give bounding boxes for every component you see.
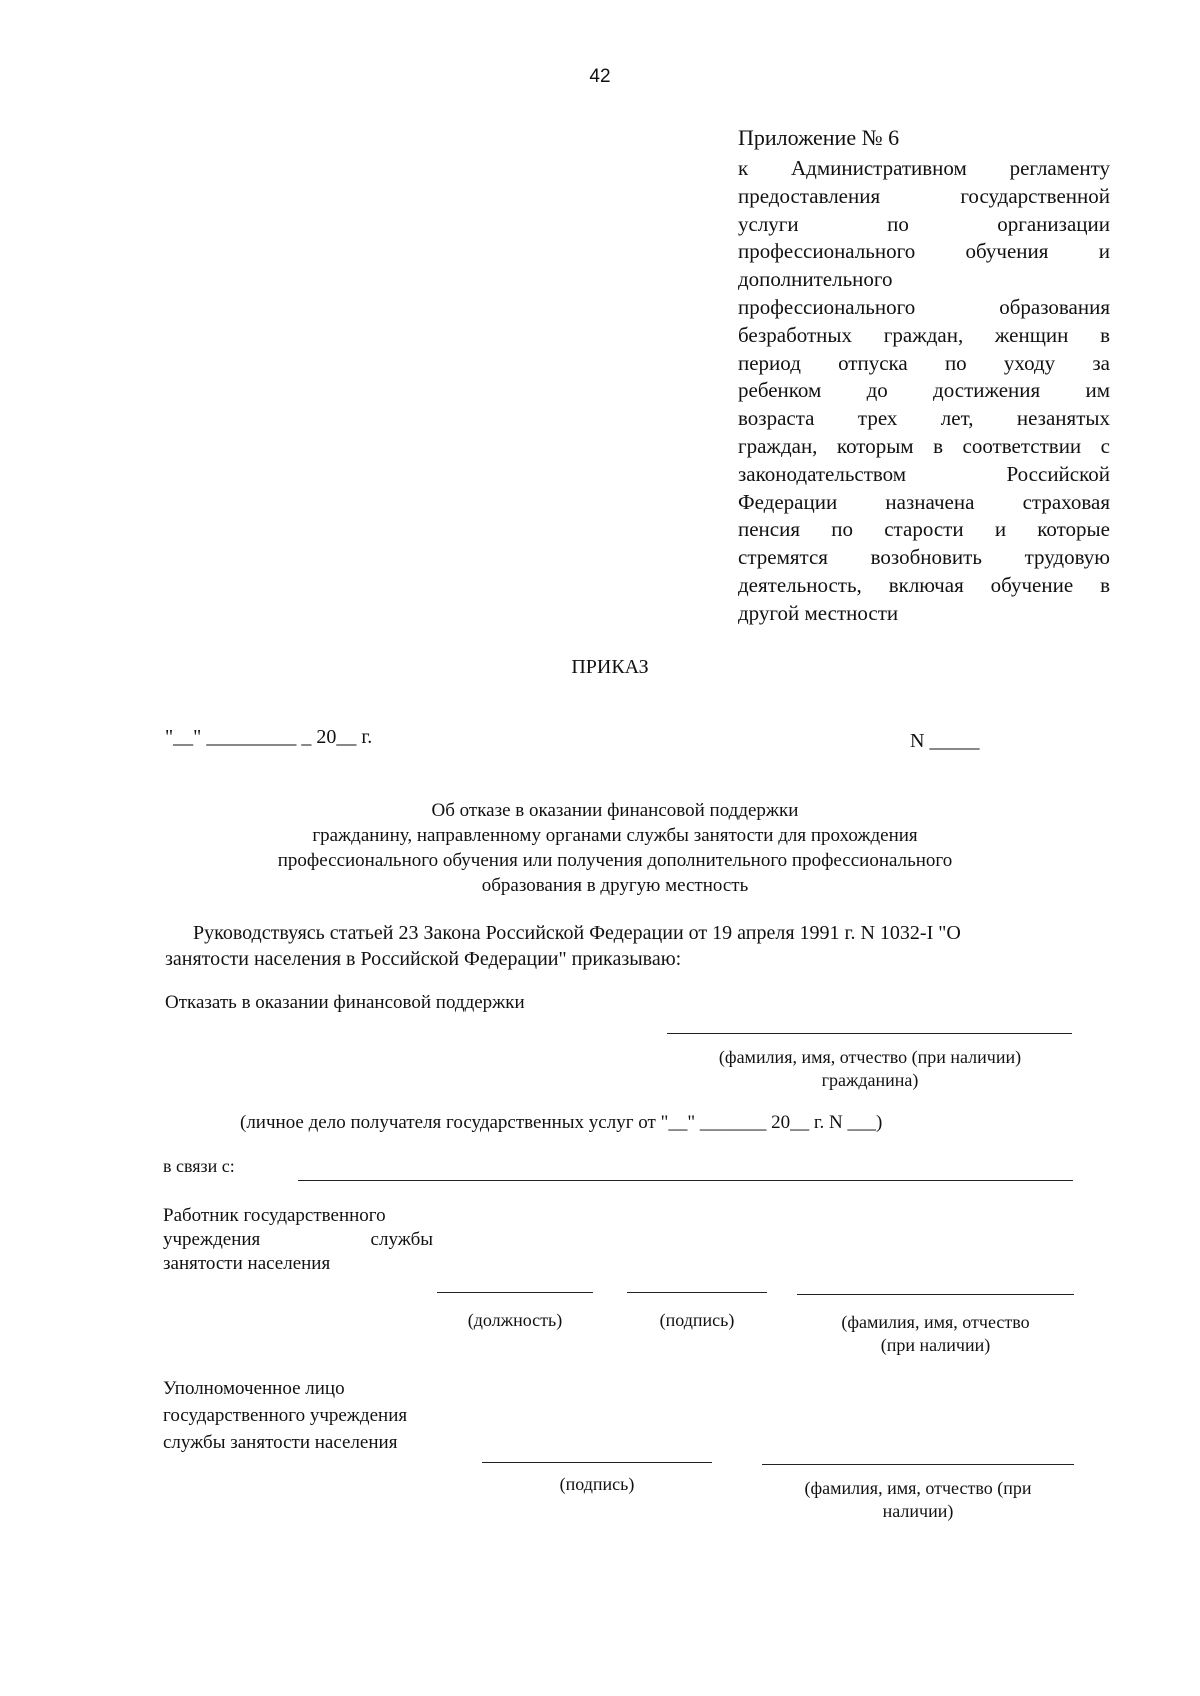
appendix-title: Приложение № 6	[738, 125, 900, 150]
worker-label-line: Работник государственного	[163, 1205, 386, 1226]
authorized-label-line: государственного учреждения	[163, 1405, 408, 1426]
preamble	[165, 920, 1085, 972]
document-title: ПРИКАЗ	[571, 656, 649, 678]
appendix-line: граждан, которым в соответствии с	[738, 433, 1110, 458]
subject-line: профессионального обучения или получения дополнительного профессионального	[277, 850, 953, 871]
appendix-line: Федерации назначена страховая	[738, 489, 1110, 514]
worker-label-line: занятости населения	[163, 1253, 331, 1274]
appendix-line: к Административном регламенту	[738, 156, 1110, 180]
page-number: 42	[589, 66, 611, 87]
appendix-line: дополнительного	[738, 267, 893, 292]
appendix-line: другой местности	[738, 600, 899, 625]
due-to-label: в связи с:	[163, 1156, 235, 1176]
appendix-line: возраста трех лет, незанятых	[738, 406, 1110, 431]
authorized-label-line: Уполномоченное лицо	[163, 1378, 345, 1399]
appendix-line: профессионального обучения и	[738, 239, 1110, 264]
caption-line: (фамилия, имя, отчество (при	[804, 1478, 1032, 1498]
citizen-name-blank	[667, 1033, 1072, 1034]
worker-label-line: учреждения службы	[163, 1229, 433, 1250]
appendix-line: законодательством Российской	[738, 461, 1110, 486]
caption-line: гражданина)	[821, 1070, 919, 1090]
personal-file-line: (личное дело получателя государственных услуг от "__" _______ 20__ г. N ___)	[240, 1112, 883, 1133]
worker-name-caption	[797, 1311, 1074, 1357]
refuse-label: Отказать в оказании финансовой поддержки	[165, 992, 525, 1013]
subject-line: гражданину, направленному органами службы занятости для прохождения	[312, 825, 918, 846]
preamble-line: Руководствуясь статьей 23 Закона Российской Федерации от 19 апреля 1991 г. N 1032-I "О	[193, 922, 961, 944]
worker-signature-blank	[627, 1292, 767, 1293]
worker-position-blank	[437, 1292, 593, 1293]
caption-line: (при наличии)	[880, 1335, 991, 1355]
authorized-name-caption	[762, 1477, 1074, 1523]
appendix-line: безработных граждан, женщин в	[738, 322, 1110, 347]
authorized-person-label	[163, 1375, 407, 1456]
worker-label	[163, 1204, 433, 1276]
appendix-line: профессионального образования	[738, 294, 1110, 319]
authorized-signature-blank	[482, 1462, 712, 1463]
appendix-line: предоставления государственной	[738, 183, 1110, 208]
caption-line: (фамилия, имя, отчество (при наличии)	[718, 1047, 1022, 1067]
authorized-signature-caption: (подпись)	[559, 1474, 635, 1494]
order-number-field: N _____	[910, 730, 980, 752]
reason-blank	[298, 1180, 1073, 1181]
caption-line: наличии)	[882, 1501, 954, 1521]
appendix-line: стремятся возобновить трудовую	[738, 545, 1110, 570]
order-date-field: "__" _________ _ 20__ г.	[165, 726, 373, 748]
worker-signature-caption: (подпись)	[659, 1310, 735, 1330]
appendix-line: ребенком до достижения им	[738, 378, 1110, 403]
appendix-line: пенсия по старости и которые	[738, 517, 1110, 542]
appendix-text	[738, 155, 1110, 628]
appendix-line: деятельность, включая обучение в	[738, 572, 1110, 597]
appendix-line: период отпуска по уходу за	[738, 350, 1110, 375]
order-subject	[170, 798, 1060, 898]
worker-name-blank	[797, 1294, 1074, 1295]
subject-line: Об отказе в оказании финансовой поддержки	[431, 800, 799, 821]
worker-position-caption: (должность)	[467, 1310, 563, 1330]
citizen-caption	[660, 1046, 1080, 1092]
preamble-line: занятости населения в Российской Федерации" приказываю:	[165, 948, 682, 970]
appendix-line: услуги по организации	[738, 211, 1110, 236]
authorized-label-line: службы занятости населения	[163, 1432, 398, 1453]
subject-line: образования в другую местность	[481, 875, 749, 896]
caption-line: (фамилия, имя, отчество	[841, 1312, 1030, 1332]
authorized-name-blank	[762, 1464, 1074, 1465]
